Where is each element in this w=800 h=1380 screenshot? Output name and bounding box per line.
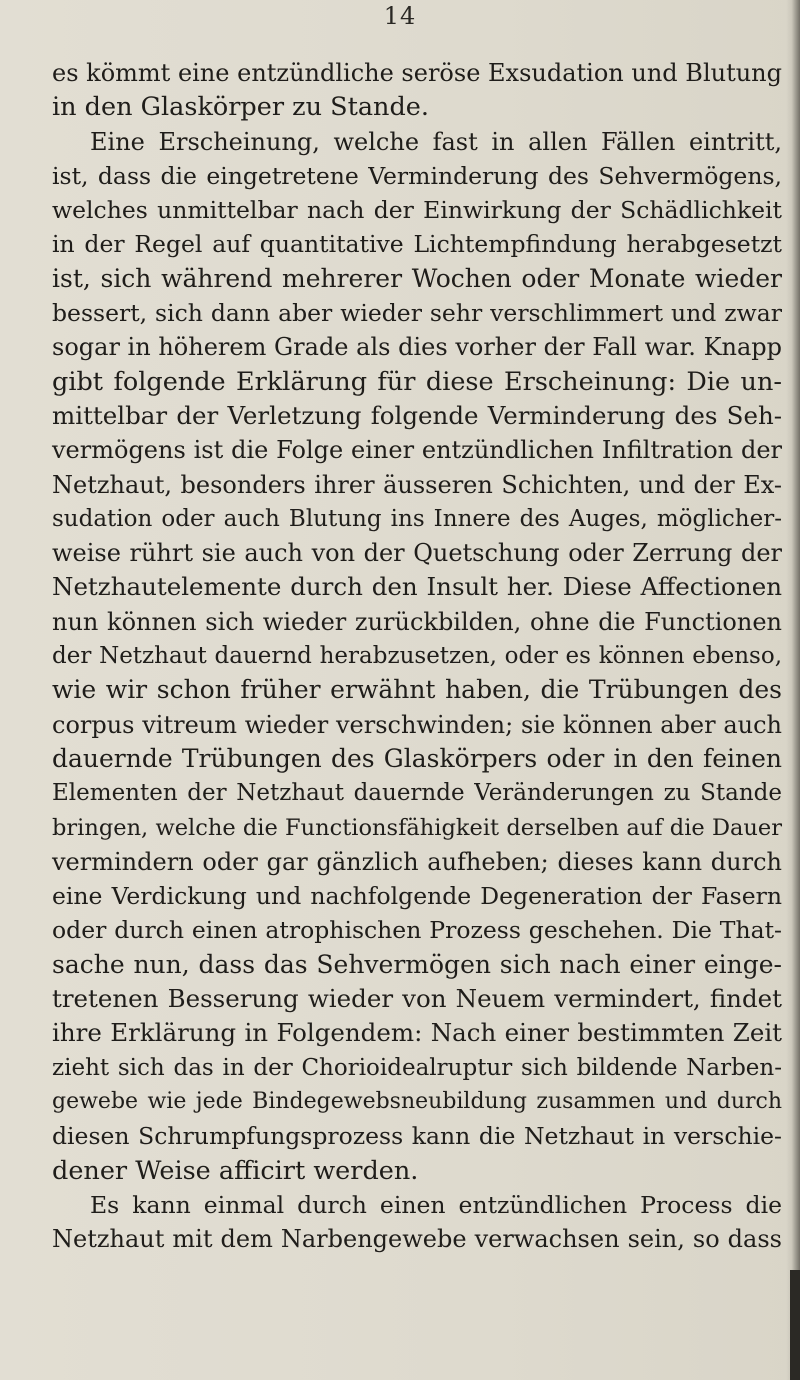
text-line: Netzhaut, besonders ihrer äusseren Schichten, und der Ex- xyxy=(52,470,782,499)
text-line: vermindern oder gar gänzlich aufheben; dieses kann durch xyxy=(52,847,782,876)
text-line: wie wir schon früher erwähnt haben, die Trübungen des xyxy=(52,675,782,705)
text-line: eine Verdickung und nachfolgende Degeneration der Fasern xyxy=(52,882,782,911)
text-line: Es kann einmal durch einen entzündlichen Process die xyxy=(90,1190,782,1219)
text-line: welches unmittelbar nach der Einwirkung der Schädlichkeit xyxy=(52,196,782,225)
text-line: dauernde Trübungen des Glaskörpers oder in den feinen xyxy=(52,743,782,773)
text-line: Netzhaut mit dem Narbengewebe verwachsen sein, so dass xyxy=(52,1225,782,1254)
page-number: 14 xyxy=(383,2,417,30)
text-line: dener Weise afficirt werden. xyxy=(52,1155,419,1186)
text-line: oder durch einen atrophischen Prozess geschehen. Die That- xyxy=(52,916,782,945)
text-line: bringen, welche die Functionsfähigkeit derselben auf die Dauer xyxy=(52,814,782,841)
text-line: sache nun, dass das Sehvermögen sich nach einer einge- xyxy=(52,949,782,979)
text-line: ist, dass die eingetretene Verminderung des Sehvermögens, xyxy=(52,161,782,190)
text-line: ist, sich während mehrerer Wochen oder Monate wieder xyxy=(52,263,782,293)
text-line: sogar in höherem Grade als dies vorher der Fall war. Knapp xyxy=(52,333,782,362)
text-line: ihre Erklärung in Folgendem: Nach einer bestimmten Zeit xyxy=(52,1018,782,1048)
text-line: nun können sich wieder zurückbilden, ohne die Functionen xyxy=(52,607,782,636)
text-line: Elementen der Netzhaut dauernde Veränderungen zu Stande xyxy=(52,780,782,807)
text-line: diesen Schrumpfungsprozess kann die Netzhaut in verschie- xyxy=(52,1122,782,1151)
text-line: der Netzhaut dauernd herabzusetzen, oder es können ebenso, xyxy=(52,643,782,670)
text-line: sudation oder auch Blutung ins Innere des Auges, möglicher- xyxy=(52,505,782,532)
body-text xyxy=(52,56,782,1256)
text-line: Netzhautelemente durch den Insult her. Diese Affectionen xyxy=(52,572,782,602)
text-line: in der Regel auf quantitative Lichtempfindung herabgesetzt xyxy=(52,230,782,259)
text-line: gibt folgende Erklärung für diese Erscheinung: Die un- xyxy=(52,366,782,397)
text-line: mittelbar der Verletzung folgende Verminderung des Seh- xyxy=(52,400,782,430)
text-line: vermögens ist die Folge einer entzündlichen Infiltration der xyxy=(52,436,782,465)
page-edge-binding xyxy=(790,1270,800,1380)
text-line: tretenen Besserung wieder von Neuem vermindert, findet xyxy=(52,984,782,1014)
text-line: zieht sich das in der Chorioidealruptur sich bildende Narben- xyxy=(52,1054,782,1081)
text-line: es kömmt eine entzündliche seröse Exsudation und Blutung xyxy=(52,59,782,87)
text-line: in den Glaskörper zu Stande. xyxy=(52,92,429,123)
text-line: weise rührt sie auch von der Quetschung oder Zerrung der xyxy=(52,539,782,568)
text-line: Eine Erscheinung, welche fast in allen Fällen eintritt, xyxy=(90,127,782,156)
page-edge-shadow xyxy=(786,0,800,1380)
text-line: bessert, sich dann aber wieder sehr verschlimmert und zwar xyxy=(52,299,782,328)
text-line: corpus vitreum wieder verschwinden; sie können aber auch xyxy=(52,710,782,739)
text-line: gewebe wie jede Bindegewebsneubildung zusammen und durch xyxy=(52,1088,782,1114)
